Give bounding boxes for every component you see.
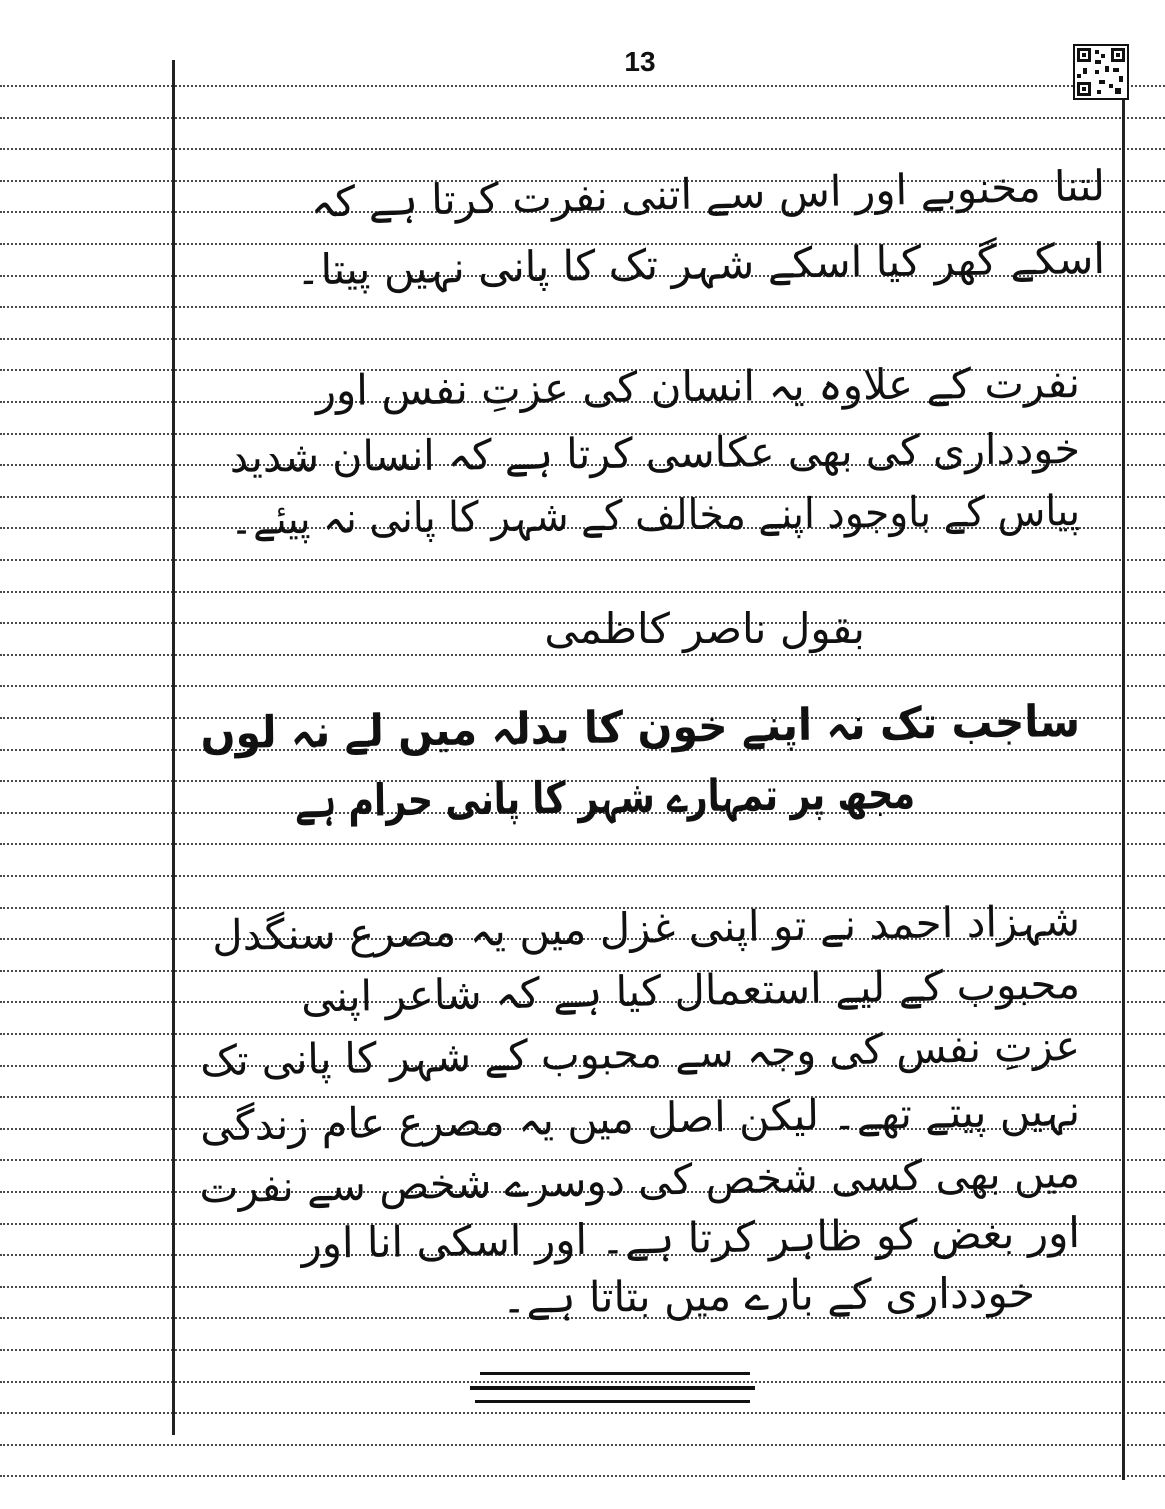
text-line-7: شہزاد احمد نے تو اپنی غزل میں یہ مصرع سنگدل bbox=[211, 896, 1081, 961]
text-line-10: نہیں پیتے تھے۔ لیکن اصل میں یہ مصرع عام زندگی bbox=[199, 1086, 1081, 1151]
text-line-6: بقول ناصر کاظمی bbox=[544, 604, 865, 653]
text-line-11: میں بھی کسی شخص کی دوسرے شخص سے نفرت bbox=[198, 1148, 1081, 1213]
poem-line-1: ساجب تک نہ اپنے خون کا بدلہ میں لے نہ لوں bbox=[200, 696, 1081, 760]
end-underline bbox=[480, 1372, 750, 1375]
right-margin-line bbox=[1122, 60, 1125, 1480]
end-underline bbox=[470, 1386, 755, 1390]
text-line-9: عزتِ نفس کی وجہ سے محبوب کے شہر کا پانی تک bbox=[199, 1021, 1081, 1086]
page-number: 13 bbox=[624, 46, 656, 77]
poem-line-2: مجھ پر تمہارے شہر کا پانی حرام ہے bbox=[294, 768, 916, 828]
text-line-3: نفرت کے علاوہ یہ انسان کی عزتِ نفس اور bbox=[315, 358, 1081, 416]
qr-code-icon bbox=[1073, 44, 1129, 100]
text-line-5: پیاس کے باوجود اپنے مخالف کے شہر کا پانی نہ پیئے۔ bbox=[229, 486, 1081, 544]
text-line-1: لتنا مخنوبے اور اس سے اتنی نفرت کرتا ہے کہ bbox=[310, 161, 1106, 227]
ruled-line bbox=[0, 1475, 1165, 1477]
text-line-13: خودداری کے بارے میں بتاتا ہے۔ bbox=[501, 1268, 1036, 1323]
text-line-4: خودداری کی بھی عکاسی کرتا ہے کہ انسان شدید bbox=[229, 424, 1081, 482]
text-line-2: اسکے گھر کیا اسکے شہر تک کا پانی نہیں پیتا۔ bbox=[295, 234, 1106, 295]
text-line-8: محبوب کے لیے استعمال کیا ہے کہ شاعر اپنی bbox=[300, 959, 1081, 1022]
ruled-line bbox=[0, 1444, 1165, 1446]
end-underline bbox=[475, 1400, 750, 1403]
text-line-12: اور بغض کو ظاہر کرتا ہے۔ اور اسکی انا اور bbox=[301, 1208, 1081, 1268]
left-margin-line bbox=[172, 60, 175, 1435]
